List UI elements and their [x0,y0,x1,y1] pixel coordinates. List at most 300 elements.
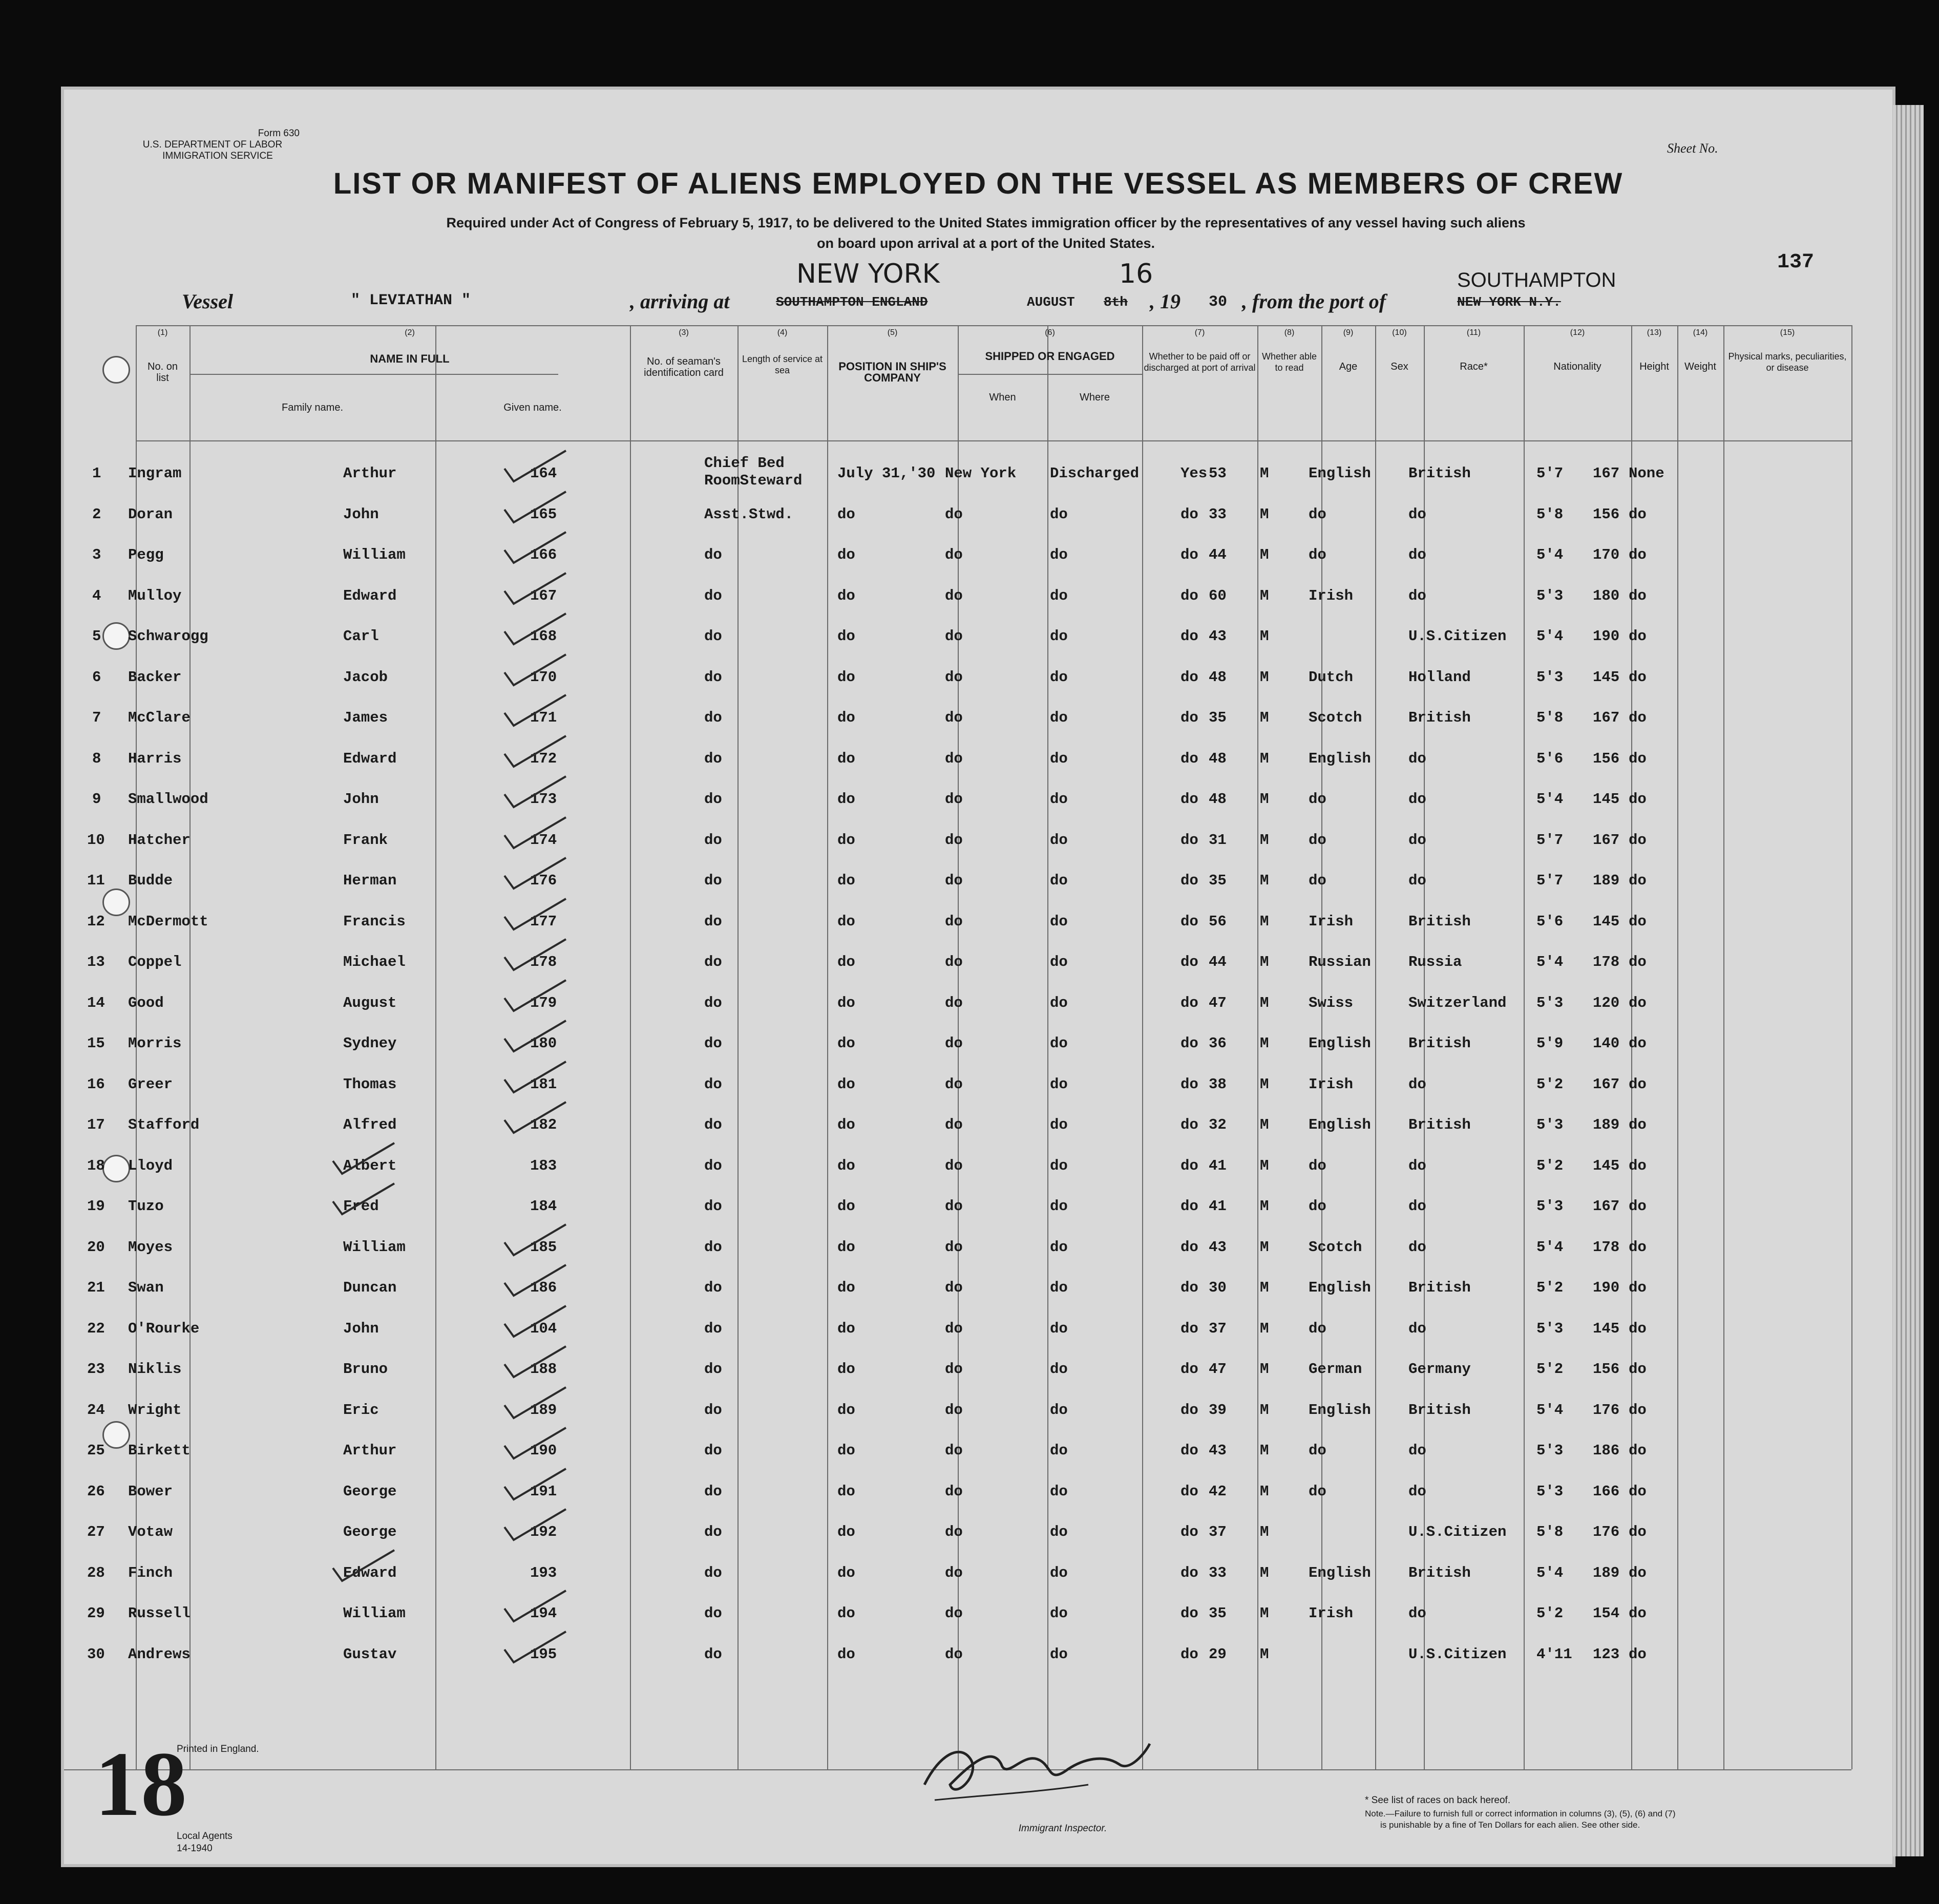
cell-marks: do [1629,546,1647,563]
note-line-1: Note.—Failure to furnish full or correct information in columns (3), (5), (6) and (7) [1365,1809,1676,1818]
checkmark-icon [499,934,571,980]
cell-family: Bower [128,1483,173,1500]
name-subheader-rule [189,374,558,375]
checkmark-icon [499,975,571,1021]
cell-paid: do [1050,1035,1068,1052]
table-row [64,1235,1892,1276]
checkmark-icon [499,894,571,940]
cell-race: Russian [1309,954,1371,970]
cell-nationality: do [1408,791,1426,808]
cell-nationality: do [1408,750,1426,767]
table-row [64,665,1892,706]
cell-card: 174 [530,831,557,849]
cell-sex: M [1260,1564,1269,1581]
cell-no: 15 [87,1035,105,1052]
checkmark-icon [499,690,571,736]
cell-nationality: do [1408,505,1426,523]
cell-where: do [945,1564,963,1581]
cell-when: do [837,587,855,604]
table-row [64,1316,1892,1357]
column-number: (12) [1570,328,1585,337]
checkmark-icon [499,853,571,899]
cell-position: do [704,1645,722,1663]
cell-position: do [704,1605,722,1622]
cell-marks: do [1629,954,1647,970]
cell-family: Birkett [128,1442,191,1459]
cell-weight: 176 [1593,1524,1620,1540]
cell-paid: do [1050,791,1068,808]
cell-age: 31 [1209,831,1227,849]
cell-age: 43 [1209,628,1227,645]
cell-age: 44 [1209,954,1227,970]
cell-card: 182 [530,1116,557,1133]
cell-weight: 189 [1593,1116,1620,1133]
checkmark-icon [499,1504,571,1550]
cell-race: Scotch [1309,709,1362,726]
cell-given: Frank [343,831,388,849]
cell-paid: do [1050,1442,1068,1459]
cell-family: Morris [128,1035,182,1052]
cell-height: 5'4 [1536,546,1564,563]
table-row [64,1438,1892,1479]
cell-age: 48 [1209,750,1227,767]
cell-when: do [837,1198,855,1215]
form-number: Form 630 [258,128,300,139]
cell-weight: 120 [1593,994,1620,1011]
column-number: (10) [1392,328,1407,337]
cell-weight: 167 [1593,465,1620,482]
cell-race: do [1309,831,1326,849]
cell-when: do [837,1361,855,1378]
cell-given: Sydney [343,1035,397,1052]
cell-no: 28 [87,1564,105,1581]
cell-when: do [837,1524,855,1540]
cell-nationality: do [1408,546,1426,563]
cell-given: John [343,1320,379,1337]
cell-no: 20 [87,1238,105,1256]
cell-height: 5'4 [1536,1238,1564,1256]
cell-marks: do [1629,913,1647,930]
cell-paid: do [1050,587,1068,604]
cell-given: Arthur [343,1442,397,1459]
cell-no: 12 [87,913,105,930]
cell-family: Ingram [128,465,182,482]
cell-marks: do [1629,1442,1647,1459]
cell-marks: do [1629,831,1647,849]
cell-given: William [343,1238,406,1256]
cell-read: do [1181,791,1198,808]
cell-weight: 190 [1593,628,1620,645]
cell-nationality: U.S.Citizen [1408,1524,1507,1540]
table-row [64,502,1892,543]
cell-given: William [343,546,406,563]
cell-nationality: British [1408,1279,1471,1296]
department-name: U.S. DEPARTMENT OF LABOR [142,139,283,150]
cell-age: 56 [1209,913,1227,930]
cell-height: 5'2 [1536,1605,1564,1622]
cell-when: do [837,791,855,808]
cell-card: 168 [530,628,557,645]
cell-sex: M [1260,994,1269,1011]
cell-age: 43 [1209,1238,1227,1256]
cell-no: 17 [87,1116,105,1133]
cell-marks: do [1629,994,1647,1011]
checkmark-icon [499,1341,571,1387]
sheet-no-label: Sheet No. [1667,141,1718,156]
cell-age: 35 [1209,1605,1227,1622]
cell-given: Carl [343,628,379,645]
cell-marks: do [1629,750,1647,767]
cell-sex: M [1260,628,1269,645]
checkmark-icon [499,1260,571,1306]
checkmark-icon [328,1545,399,1591]
table-row [64,787,1892,828]
cell-age: 30 [1209,1279,1227,1296]
table-row [64,949,1892,990]
cell-when: do [837,750,855,767]
checkmark-icon [499,1626,571,1673]
cell-marks: do [1629,1075,1647,1093]
cell-race: Dutch [1309,668,1354,686]
agents-label: Local Agents [177,1831,233,1842]
cell-no: 23 [87,1361,105,1378]
cell-nationality: British [1408,1035,1471,1052]
cell-age: 42 [1209,1483,1227,1500]
cell-when: do [837,668,855,686]
cell-given: George [343,1524,397,1540]
cell-position: do [704,1401,722,1419]
cell-when: July 31,'30 [837,465,936,482]
cell-position: do [704,668,722,686]
arriving-port-handwritten: NEW YORK [796,259,940,289]
cell-read: do [1181,994,1198,1011]
cell-weight: 167 [1593,1075,1620,1093]
cell-height: 5'4 [1536,628,1564,645]
cell-weight: 178 [1593,1238,1620,1256]
cell-age: 38 [1209,1075,1227,1093]
column-number: (1) [157,328,168,337]
cell-given: Edward [343,1564,397,1581]
checkmark-icon [499,608,571,654]
cell-height: 5'2 [1536,1279,1564,1296]
cell-sex: M [1260,1116,1269,1133]
header-shipped: SHIPPED OR ENGAGED [985,350,1115,363]
cell-weight: 170 [1593,546,1620,563]
table-row [64,542,1892,583]
cell-nationality: British [1408,709,1471,726]
cell-weight: 145 [1593,791,1620,808]
checkmark-icon [499,1219,571,1265]
cell-race: Irish [1309,913,1354,930]
cell-where: do [945,1198,963,1215]
column-number: (8) [1284,328,1295,337]
cell-card: 177 [530,913,557,930]
cell-where: do [945,750,963,767]
cell-no: 10 [87,831,105,849]
cell-where: do [945,1075,963,1093]
cell-paid: do [1050,1116,1068,1133]
cell-read: do [1181,1035,1198,1052]
cell-position: do [704,913,722,930]
table-row [64,1398,1892,1438]
checkmark-icon [499,1301,571,1347]
cell-age: 37 [1209,1524,1227,1540]
header-where: Where [1080,392,1110,403]
cell-when: do [837,1564,855,1581]
cell-no: 24 [87,1401,105,1419]
table-row [64,624,1892,665]
arrival-day-struck: 8th [1104,294,1128,310]
cell-weight: 190 [1593,1279,1620,1296]
cell-race: do [1309,1320,1326,1337]
cell-marks: do [1629,1238,1647,1256]
cell-read: do [1181,1198,1198,1215]
cell-where: do [945,1524,963,1540]
cell-race: English [1309,1035,1371,1052]
cell-no: 26 [87,1483,105,1500]
column-number: (4) [777,328,788,337]
cell-marks: None [1629,465,1664,482]
cell-position: do [704,1442,722,1459]
cell-family: Mulloy [128,587,182,604]
cell-no: 19 [87,1198,105,1215]
cell-sex: M [1260,1645,1269,1663]
cell-height: 5'4 [1536,1401,1564,1419]
arrival-month: AUGUST [1027,294,1075,310]
arriving-label: , arriving at [630,290,730,313]
checkmark-icon [328,1178,399,1224]
cell-sex: M [1260,913,1269,930]
cell-age: 44 [1209,546,1227,563]
cell-given: Thomas [343,1075,397,1093]
header-bottom-rule [136,440,1851,441]
checkmark-icon [499,1382,571,1428]
cell-no: 8 [92,750,101,767]
cell-weight: 167 [1593,831,1620,849]
column-number: (15) [1780,328,1795,337]
cell-given: Edward [343,750,397,767]
cell-sex: M [1260,709,1269,726]
column-number: (14) [1693,328,1708,337]
cell-nationality: do [1408,1605,1426,1622]
cell-height: 5'2 [1536,1157,1564,1174]
table-row [64,828,1892,869]
cell-where: do [945,546,963,563]
cell-race: do [1309,1198,1326,1215]
cell-height: 5'4 [1536,954,1564,970]
from-port-label: , from the port of [1242,290,1386,313]
table-row [64,909,1892,950]
cell-height: 5'2 [1536,1361,1564,1378]
cell-family: Votaw [128,1524,173,1540]
cell-no: 29 [87,1605,105,1622]
cell-where: do [945,1605,963,1622]
cell-nationality: British [1408,465,1471,482]
table-row [64,1194,1892,1235]
cell-read: do [1181,1279,1198,1296]
note-line-2: is punishable by a fine of Ten Dollars for each alien. See other side. [1380,1820,1640,1830]
cell-race: do [1309,1157,1326,1174]
cell-height: 5'3 [1536,994,1564,1011]
cell-position: do [704,587,722,604]
cell-sex: M [1260,546,1269,563]
cell-where: New York [945,465,1017,482]
cell-where: do [945,1645,963,1663]
table-row [64,583,1892,624]
cell-family: Lloyd [128,1157,173,1174]
cell-no: 2 [92,505,101,523]
cell-height: 5'4 [1536,1564,1564,1581]
cell-race: Swiss [1309,994,1354,1011]
header-given-name: Given name. [503,402,562,413]
checkmark-icon [499,771,571,817]
column-number: (2) [405,328,415,337]
cell-when: do [837,628,855,645]
cell-where: do [945,791,963,808]
cell-paid: do [1050,1361,1068,1378]
cell-weight: 140 [1593,1035,1620,1052]
vessel-name: " LEVIATHAN " [351,292,471,309]
cell-no: 6 [92,668,101,686]
header-when: When [989,392,1016,403]
cell-read: do [1181,546,1198,563]
cell-when: do [837,546,855,563]
cell-age: 48 [1209,791,1227,808]
cell-marks: do [1629,1605,1647,1622]
cell-paid: do [1050,709,1068,726]
cell-height: 5'3 [1536,587,1564,604]
cell-race: English [1309,1279,1371,1296]
cell-where: do [945,1401,963,1419]
cell-family: Backer [128,668,182,686]
cell-sex: M [1260,1361,1269,1378]
cell-marks: do [1629,1401,1647,1419]
header-name-in-full: NAME IN FULL [370,352,450,365]
header-physical-marks: Physical marks, peculiarities, or disease [1728,351,1847,373]
cell-sex: M [1260,1524,1269,1540]
column-number: (11) [1466,328,1481,337]
cell-race: English [1309,750,1371,767]
cell-card: 179 [530,994,557,1011]
cell-nationality: do [1408,1320,1426,1337]
cell-height: 5'3 [1536,1320,1564,1337]
cell-age: 32 [1209,1116,1227,1133]
cell-family: Finch [128,1564,173,1581]
cell-height: 5'7 [1536,831,1564,849]
arrival-day-handwritten: 16 [1119,259,1153,289]
cell-age: 41 [1209,1198,1227,1215]
cell-marks: do [1629,709,1647,726]
checkmark-icon [499,446,571,492]
cell-race: English [1309,1116,1371,1133]
cell-read: do [1181,954,1198,970]
cell-position: do [704,1279,722,1296]
cell-position: do [704,546,722,563]
arrival-year: 30 [1209,293,1228,311]
cell-age: 33 [1209,505,1227,523]
cell-race: Irish [1309,1075,1354,1093]
cell-sex: M [1260,954,1269,970]
cell-card: 170 [530,668,557,686]
cell-nationality: do [1408,1157,1426,1174]
cell-marks: do [1629,628,1647,645]
cell-no: 13 [87,954,105,970]
cell-family: Pegg [128,546,164,563]
cell-race: German [1309,1361,1362,1378]
header-id-card: No. of seaman's identification card [644,356,724,378]
cell-nationality: do [1408,872,1426,889]
cell-weight: 180 [1593,587,1620,604]
cell-where: do [945,628,963,645]
cell-paid: do [1050,1401,1068,1419]
cell-card: 171 [530,709,557,726]
header-age: Age [1339,361,1358,372]
cell-position: do [704,791,722,808]
cell-paid: do [1050,1564,1068,1581]
cell-card: 188 [530,1361,557,1378]
cell-age: 35 [1209,872,1227,889]
cell-where: do [945,872,963,889]
cell-weight: 145 [1593,668,1620,686]
cell-where: do [945,994,963,1011]
cell-weight: 123 [1593,1645,1620,1663]
cell-given: Duncan [343,1279,397,1296]
cell-height: 5'8 [1536,1524,1564,1540]
cell-sex: M [1260,1075,1269,1093]
cell-marks: do [1629,505,1647,523]
cell-when: do [837,1605,855,1622]
cell-card: 194 [530,1605,557,1622]
left-stamp-number: 18 [95,1733,187,1835]
cell-read: do [1181,1645,1198,1663]
cell-sex: M [1260,1442,1269,1459]
cell-when: do [837,1279,855,1296]
year-prefix: , 19 [1150,290,1181,313]
cell-nationality: Holland [1408,668,1471,686]
cell-given: John [343,791,379,808]
cell-age: 43 [1209,1442,1227,1459]
cell-read: do [1181,872,1198,889]
cell-marks: do [1629,1279,1647,1296]
cell-card: 189 [530,1401,557,1419]
cell-family: Swan [128,1279,164,1296]
cell-marks: do [1629,1320,1647,1337]
cell-family: O'Rourke [128,1320,200,1337]
cell-no: 11 [87,872,105,889]
cell-marks: do [1629,1564,1647,1581]
cell-card: 167 [530,587,557,604]
cell-race: English [1309,1401,1371,1419]
cell-height: 5'8 [1536,709,1564,726]
checkmark-icon [499,527,571,573]
cell-when: do [837,1442,855,1459]
table-row [64,1275,1892,1316]
table-row [64,990,1892,1031]
cell-when: do [837,1483,855,1500]
cell-age: 47 [1209,994,1227,1011]
shipped-subheader-rule [958,374,1142,375]
table-row [64,1642,1892,1683]
cell-card: 186 [530,1279,557,1296]
header-nationality: Nationality [1553,361,1601,372]
table-row [64,868,1892,909]
cell-family: Good [128,994,164,1011]
cell-given: Alfred [343,1116,397,1133]
checkmark-icon [499,568,571,614]
cell-given: Fred [343,1198,379,1215]
cell-age: 37 [1209,1320,1227,1337]
cell-sex: M [1260,1238,1269,1256]
